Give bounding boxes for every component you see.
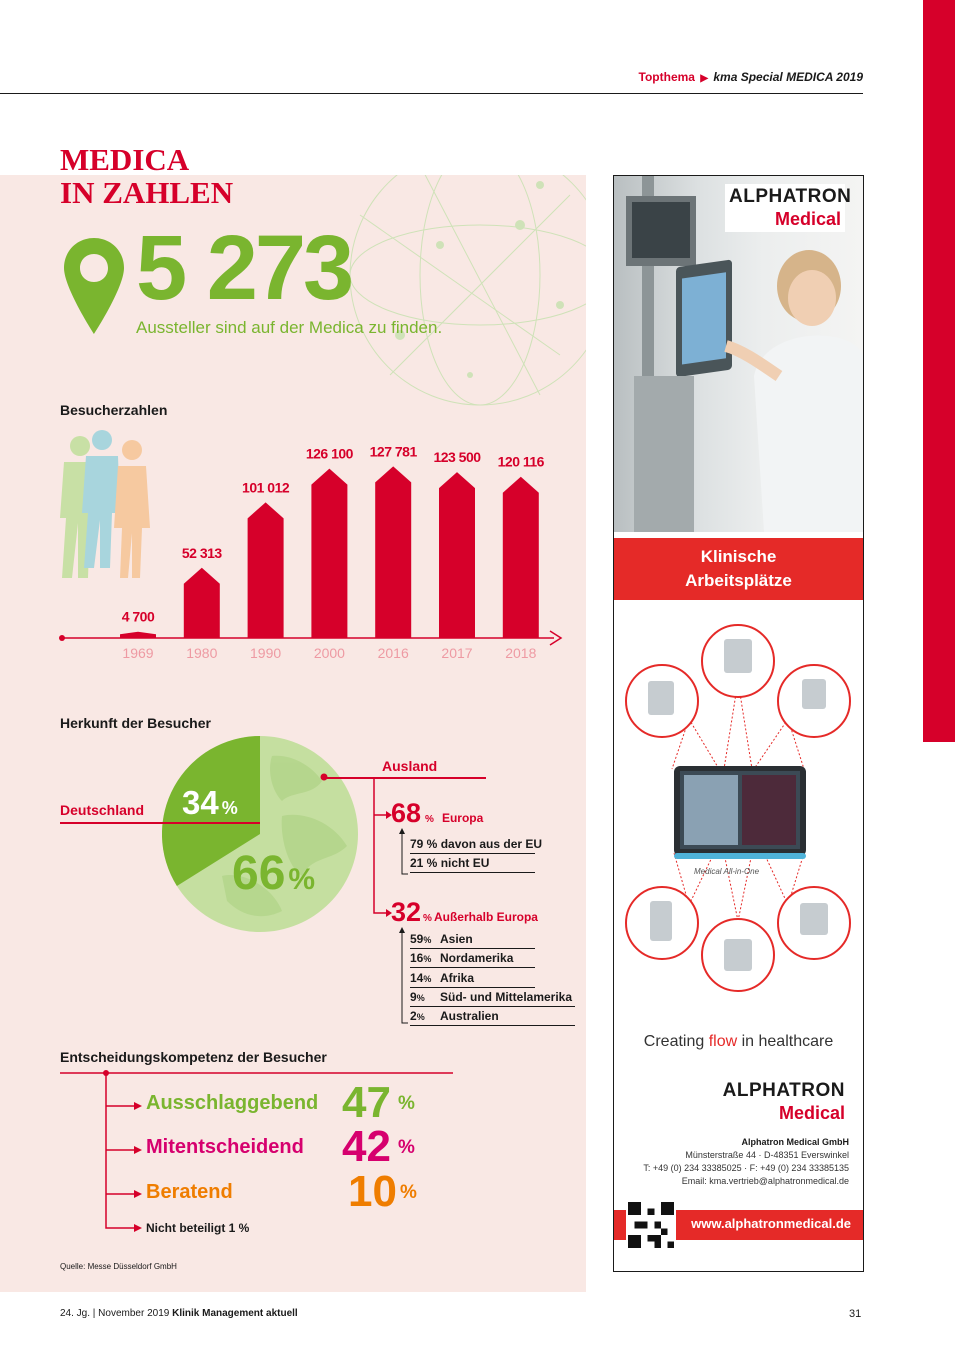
ad-logo-top-sub: Medical [774,209,841,229]
ad-company-name: Alphatron Medical GmbH [741,1137,849,1147]
ad-logo-bottom [705,1080,845,1124]
europe-share [391,798,483,829]
ad-banner-line-2: Arbeitsplätze [685,571,792,590]
outside-europe-bracket [396,925,408,1025]
ad-slogan [614,1033,863,1051]
visitors-bar-chart [56,410,576,670]
header-section: Topthema [638,70,695,84]
region-africa-pct-sign: % [423,974,432,984]
running-header [639,70,863,84]
region-australia-name: Australien [440,1009,499,1023]
europe-row-eu-pct: 79 % [410,837,438,851]
page-number: 31 [849,1308,862,1320]
header-rule [0,93,863,94]
region-row-australia [410,1007,575,1026]
abroad-percent-sign: % [288,863,316,896]
bar-value-label-2000: 126 100 [305,445,353,462]
region-asia-name: Asien [440,932,473,946]
germany-percent [182,784,238,822]
ad-company-address: Münsterstraße 44 · D-48351 Everswinkel [685,1150,849,1160]
ad-banner-line-1: Klinische [700,547,777,566]
origin-heading: Herkunft der Besucher [60,715,211,731]
page-title [60,143,360,209]
europe-percent-sign: % [425,814,434,825]
bar-2018 [503,477,539,638]
abroad-dot [318,771,330,783]
origin-pie-chart [162,736,358,932]
ad-company-phone: T: +49 (0) 234 33385025 · F: +49 (0) 234 33385135 [643,1163,849,1173]
ad-slogan-post: in healthcare [737,1033,834,1050]
decision-row-1-label: Ausschlaggebend [146,1092,319,1114]
region-row-asia [410,930,535,949]
qr-code-icon [626,1200,676,1250]
x-tick-label-1969: 1969 [122,645,154,661]
region-row-north-america [410,949,535,968]
outside-europe-share [391,897,538,928]
x-tick-label-2000: 2000 [313,645,345,661]
decision-row-1-value: 47 [342,1078,391,1127]
decision-heading: Entscheidungskompetenz der Besucher [60,1049,327,1065]
abroad-percent-value: 66 [232,847,286,900]
germany-percent-value: 34 [182,784,219,821]
bar-1990 [248,502,284,638]
x-tick-label-2016: 2016 [377,645,409,661]
x-tick-label-1980: 1980 [186,645,218,661]
ad-slogan-flow: flow [708,1033,738,1050]
ad-device-caption: Medical All-in-One [694,867,760,876]
footer-magazine: Klinik Management aktuell [172,1308,298,1319]
region-africa-name: Afrika [440,971,475,985]
outside-europe-percent-sign: % [423,913,432,924]
region-north-america-name: Nordamerika [440,951,514,965]
bar-value-label-2018: 120 116 [497,453,544,470]
europe-row-non-eu-text: nicht EU [440,856,490,870]
title-line-2: IN ZAHLEN [60,175,234,210]
europe-row-eu-text: davon aus der EU [440,837,543,851]
bar-value-label-1990: 101 012 [242,479,290,496]
bar-2016 [375,466,411,638]
exhibitor-caption: Aussteller sind auf der Medica zu finden. [136,318,443,337]
ad-company-details [643,1136,849,1188]
region-row-latin-america [410,988,575,1007]
decision-row-3-pct: % [400,1182,417,1203]
ad-slogan-pre: Creating [643,1033,709,1050]
germany-leader-line [60,822,260,824]
europe-percent: 68 [391,798,422,828]
decision-row-2-label: Mitentscheidend [146,1136,304,1158]
decision-not-involved: Nicht beteiligt 1 % [146,1221,250,1235]
x-tick-label-2017: 2017 [441,645,473,661]
region-asia-pct: 59 [410,932,424,946]
ad-banner [614,538,863,600]
abroad-label: Ausland [382,758,438,774]
abroad-leader-line [324,777,486,779]
germany-label: Deutschland [60,802,145,818]
ad-logo-top [725,184,852,232]
location-pin-icon [62,236,126,336]
decision-row-2-value: 42 [342,1122,391,1171]
region-row-africa [410,969,535,988]
ad-product-illustration [614,621,863,1021]
bar-2000 [311,469,347,638]
region-africa-pct: 14 [410,971,424,985]
ad-logo-bottom-name: ALPHATRON [722,1080,845,1101]
europe-row-non-eu-pct: 21 % [410,856,438,870]
region-north-america-pct: 16 [410,951,424,965]
europe-row-non-eu [410,854,535,873]
header-arrow-icon: ▶ [700,73,709,84]
ad-company-email: Email: kma.vertrieb@alphatronmedical.de [681,1176,849,1186]
title-line-1: MEDICA [60,142,190,177]
outside-europe-label: Außerhalb Europa [433,910,538,924]
europe-bracket [396,826,408,876]
bar-1969 [120,632,156,638]
chart-axis-origin-dot [59,635,65,641]
x-tick-label-2018: 2018 [505,645,537,661]
ad-website-link[interactable]: www.alphatronmedical.de [691,1216,851,1231]
ad-logo-bottom-sub: Medical [778,1103,845,1123]
region-latin-america-pct: 9 [410,990,417,1004]
bar-value-label-2017: 123 500 [433,449,481,466]
alphatron-advertisement [613,175,864,1272]
europe-row-eu [410,835,543,854]
bar-value-label-1980: 52 313 [181,544,222,561]
region-latin-america-pct-sign: % [416,993,425,1003]
decision-row-2-pct: % [398,1137,415,1158]
footer-issue-text: 24. Jg. | November 2019 [60,1308,170,1319]
europe-label: Europa [441,811,484,825]
ad-logo-top-name: ALPHATRON [729,186,852,207]
region-north-america-pct-sign: % [423,954,432,964]
visitors-heading: Besucherzahlen [60,402,168,418]
footer-issue [60,1308,298,1319]
side-accent-bar [923,0,955,742]
decision-row-3-label: Beratend [146,1181,233,1203]
region-latin-america-name: Süd- und Mittelamerika [440,990,573,1004]
region-australia-pct-sign: % [416,1012,425,1022]
header-publication: kma Special MEDICA 2019 [713,70,863,84]
outside-europe-percent: 32 [391,897,422,927]
abroad-percent [232,846,315,901]
x-tick-label-1990: 1990 [250,645,282,661]
decision-row-1-pct: % [398,1093,415,1114]
source-note: Quelle: Messe Düsseldorf GmbH [60,1262,177,1271]
decision-row-3-value: 10 [348,1167,397,1216]
bar-value-label-1969: 4 700 [121,608,155,625]
exhibitor-count: 5 273 [136,217,352,319]
region-australia-pct: 2 [410,1009,417,1023]
bar-2017 [439,472,475,638]
bar-1980 [184,568,220,638]
region-asia-pct-sign: % [423,935,432,945]
germany-percent-sign: % [221,798,238,818]
bar-value-label-2016: 127 781 [369,443,417,460]
